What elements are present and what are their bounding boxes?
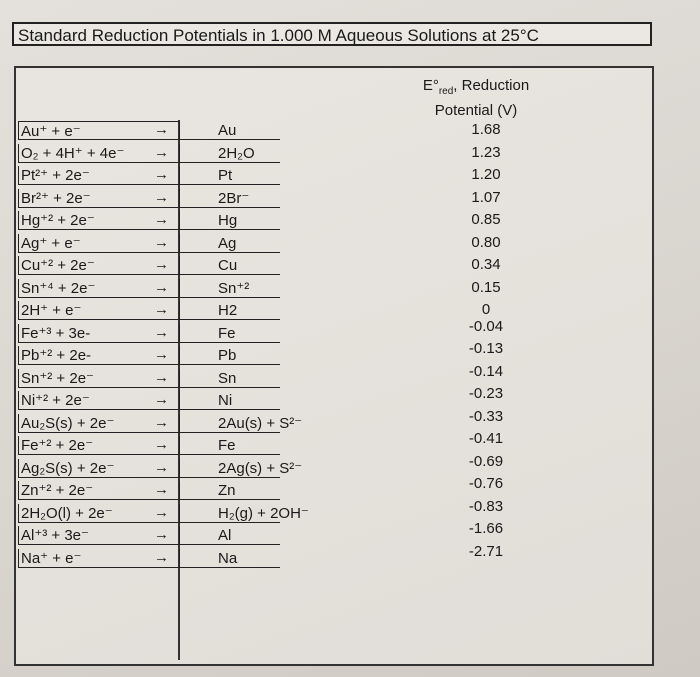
reaction-arrow: →	[154, 503, 169, 521]
product-cell: Au	[180, 121, 280, 140]
reactant-cell: Cu⁺² + 2e⁻	[18, 256, 180, 275]
table-row	[16, 317, 652, 346]
reaction-arrow: →	[154, 278, 169, 296]
product-cell: Na	[180, 549, 280, 568]
reaction-arrow: →	[154, 526, 169, 543]
potential-value: 1.23	[471, 143, 501, 161]
product-cell: H₂(g) + 2OH⁻	[180, 504, 280, 523]
header-line-2: Potential (V)	[434, 102, 518, 119]
reaction-arrow: →	[154, 121, 169, 138]
reaction-arrow: →	[154, 143, 169, 161]
potential-value: 0.85	[471, 211, 501, 228]
reaction-arrow: →	[154, 323, 169, 341]
product-cell: Fe	[180, 324, 280, 343]
potential-value: -2.71	[468, 542, 504, 560]
product-cell: H2	[180, 301, 280, 320]
reduction-potential-table	[14, 66, 654, 666]
table-row	[16, 120, 652, 143]
table-row	[16, 407, 652, 436]
potential-value: 1.07	[471, 188, 501, 206]
product-cell: 2Ag(s) + S²⁻	[180, 459, 280, 478]
reaction-arrow: →	[154, 481, 169, 498]
reaction-arrow: →	[154, 368, 169, 386]
table-row	[16, 255, 652, 278]
product-cell: 2Au(s) + S²⁻	[180, 414, 280, 433]
potential-value: -0.14	[468, 362, 504, 380]
header-line-1: $E^\circ_{red}$, Reduction	[422, 77, 530, 97]
potential-value: 0.34	[471, 256, 501, 273]
product-cell: 2Br⁻	[180, 189, 280, 208]
product-cell: Fe	[180, 436, 280, 455]
reactant-cell: Fe⁺² + 2e⁻	[18, 436, 180, 455]
reactant-cell: Hg⁺² + 2e⁻	[18, 211, 180, 230]
table-row	[16, 300, 652, 323]
reactant-cell: 2H₂O(l) + 2e⁻	[18, 504, 180, 523]
reactant-cell: Br²⁺ + 2e⁻	[18, 189, 180, 208]
table-row	[16, 165, 652, 188]
reactant-cell: Na⁺ + e⁻	[18, 549, 180, 568]
potential-value: -0.33	[468, 407, 504, 425]
table-row	[16, 188, 652, 211]
reaction-arrow: →	[154, 301, 169, 318]
product-cell: Pt	[180, 166, 280, 185]
product-cell: Pb	[180, 346, 280, 365]
product-cell: Hg	[180, 211, 280, 230]
table-title: Standard Reduction Potentials in 1.000 M Aqueous Solutions at 25°C	[12, 22, 652, 46]
reactant-cell: Al⁺³ + 3e⁻	[18, 526, 180, 545]
potential-value: 0.15	[471, 278, 501, 296]
reactant-cell: Zn⁺² + 2e⁻	[18, 481, 180, 500]
reactant-cell: Ag₂S(s) + 2e⁻	[18, 459, 180, 478]
table-row	[16, 475, 652, 503]
product-cell: Ni	[180, 391, 280, 410]
reactant-cell: Fe⁺³ + 3e-	[18, 324, 180, 343]
reactant-cell: Au₂S(s) + 2e⁻	[18, 414, 180, 433]
potential-value: -0.83	[468, 497, 504, 515]
reaction-arrow: →	[154, 391, 169, 408]
product-cell: Zn	[180, 481, 280, 500]
table-row	[16, 362, 652, 391]
table-row	[16, 542, 652, 571]
reaction-arrow: →	[154, 413, 169, 431]
potential-value: -0.04	[468, 317, 504, 335]
reactant-cell: Ni⁺² + 2e⁻	[18, 391, 180, 410]
product-cell: Sn	[180, 369, 280, 388]
reaction-arrow: →	[154, 346, 169, 363]
reactant-cell: Sn⁺² + 2e⁻	[18, 369, 180, 388]
table-row	[16, 452, 652, 481]
table-row	[16, 385, 652, 413]
table-row	[16, 143, 652, 166]
reactant-cell: Sn⁺⁴ + 2e⁻	[18, 279, 180, 298]
reaction-arrow: →	[154, 233, 169, 251]
product-cell: Ag	[180, 234, 280, 253]
reaction-arrow: →	[154, 548, 169, 566]
potential-value: 0.80	[471, 233, 501, 251]
reaction-arrow: →	[154, 166, 169, 183]
potential-value: 0	[481, 301, 491, 318]
table-row	[16, 497, 652, 526]
potential-value: -0.76	[468, 475, 504, 492]
potential-value: 1.68	[471, 121, 501, 138]
reaction-arrow: →	[154, 436, 169, 453]
table-rows	[16, 120, 652, 570]
reaction-arrow: →	[154, 256, 169, 273]
potential-column-header	[416, 76, 536, 120]
table-row	[16, 278, 652, 301]
potential-value: -0.23	[468, 385, 504, 402]
product-cell: Sn⁺²	[180, 279, 280, 298]
reactant-cell: Pb⁺² + 2e-	[18, 346, 180, 365]
reactant-cell: 2H⁺ + e⁻	[18, 301, 180, 320]
potential-value: -0.69	[468, 452, 504, 470]
potential-value: -0.41	[468, 430, 504, 447]
potential-value: -0.13	[468, 340, 504, 357]
reaction-arrow: →	[154, 188, 169, 206]
reactant-cell: Ag⁺ + e⁻	[18, 234, 180, 253]
reactant-cell: O₂ + 4H⁺ + 4e⁻	[18, 144, 180, 163]
reaction-arrow: →	[154, 211, 169, 228]
table-row	[16, 520, 652, 548]
table-row	[16, 210, 652, 233]
product-cell: 2H₂O	[180, 144, 280, 163]
table-row	[16, 430, 652, 458]
table-row	[16, 233, 652, 256]
potential-value: 1.20	[471, 166, 501, 183]
product-cell: Cu	[180, 256, 280, 275]
potential-value: -1.66	[468, 520, 504, 537]
reaction-arrow: →	[154, 458, 169, 476]
table-row	[16, 340, 652, 368]
product-cell: Al	[180, 526, 280, 545]
reactant-cell: Pt²⁺ + 2e⁻	[18, 166, 180, 185]
reactant-cell: Au⁺ + e⁻	[18, 121, 180, 140]
